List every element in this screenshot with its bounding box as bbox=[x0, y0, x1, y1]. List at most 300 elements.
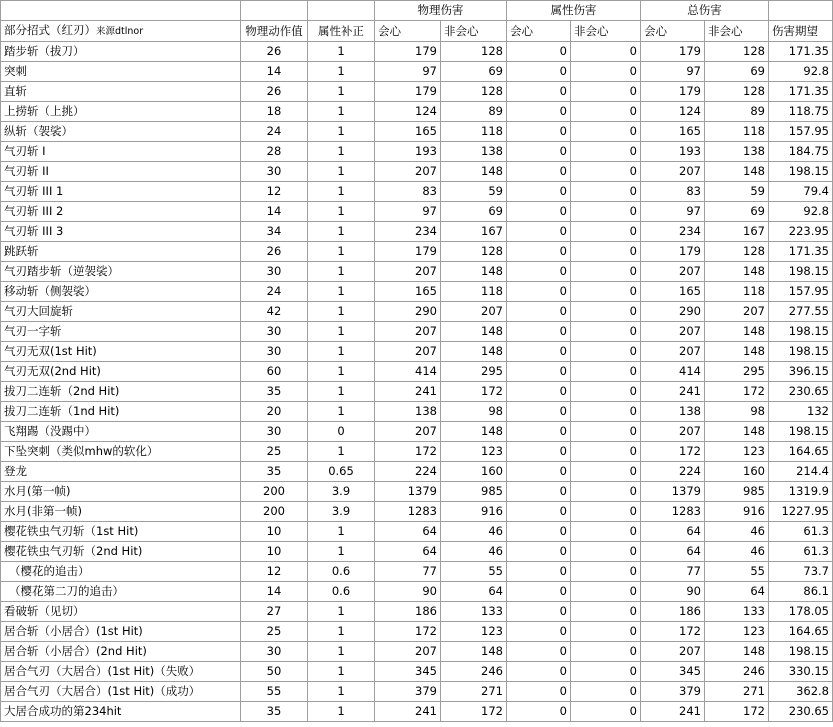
cell-element-crit[interactable]: 0 bbox=[507, 702, 571, 722]
cell-move-name[interactable]: 居合斩（小居合）(1st Hit) bbox=[1, 622, 241, 642]
cell-total-crit[interactable]: 124 bbox=[641, 102, 705, 122]
cell-move-name[interactable]: 拔刀二连斩（1nd Hit) bbox=[1, 402, 241, 422]
cell-total-noncrit[interactable]: 123 bbox=[705, 442, 769, 462]
cell-physical-mv[interactable]: 30 bbox=[241, 322, 308, 342]
cell-element-noncrit[interactable]: 0 bbox=[571, 82, 641, 102]
cell-expected-damage[interactable]: 157.95 bbox=[769, 282, 833, 302]
cell-physical-noncrit[interactable]: 69 bbox=[441, 62, 507, 82]
cell-element-noncrit[interactable]: 0 bbox=[571, 502, 641, 522]
cell-total-crit[interactable]: 207 bbox=[641, 262, 705, 282]
cell-element-noncrit[interactable]: 0 bbox=[571, 182, 641, 202]
cell-total-crit[interactable]: 64 bbox=[641, 542, 705, 562]
cell-expected-damage[interactable]: 73.7 bbox=[769, 562, 833, 582]
cell-expected-damage[interactable]: 277.55 bbox=[769, 302, 833, 322]
cell-element-crit[interactable]: 0 bbox=[507, 282, 571, 302]
cell-physical-mv[interactable]: 200 bbox=[241, 482, 308, 502]
cell-element-crit[interactable]: 0 bbox=[507, 402, 571, 422]
cell-element-crit[interactable]: 0 bbox=[507, 682, 571, 702]
cell-total-crit[interactable]: 97 bbox=[641, 202, 705, 222]
cell-element-modifier[interactable]: 0.6 bbox=[308, 562, 375, 582]
cell-physical-noncrit[interactable]: 123 bbox=[441, 442, 507, 462]
cell-expected-damage[interactable]: 171.35 bbox=[769, 42, 833, 62]
cell-physical-mv[interactable]: 14 bbox=[241, 582, 308, 602]
cell-element-crit[interactable]: 0 bbox=[507, 202, 571, 222]
cell-element-modifier[interactable]: 1 bbox=[308, 622, 375, 642]
cell-physical-noncrit[interactable]: 118 bbox=[441, 122, 507, 142]
cell-physical-noncrit[interactable]: 133 bbox=[441, 602, 507, 622]
cell-element-modifier[interactable]: 0 bbox=[308, 422, 375, 442]
cell-physical-mv[interactable]: 30 bbox=[241, 642, 308, 662]
cell-expected-damage[interactable]: 86.1 bbox=[769, 582, 833, 602]
cell-element-modifier[interactable]: 1 bbox=[308, 702, 375, 722]
cell-expected-damage[interactable]: 157.95 bbox=[769, 122, 833, 142]
cell-total-noncrit[interactable]: 167 bbox=[705, 222, 769, 242]
cell-physical-crit[interactable]: 234 bbox=[375, 222, 441, 242]
cell-physical-mv[interactable]: 200 bbox=[241, 502, 308, 522]
cell-physical-crit[interactable]: 179 bbox=[375, 82, 441, 102]
cell-physical-crit[interactable]: 138 bbox=[375, 402, 441, 422]
cell-move-name[interactable]: 踏步斩（拔刀） bbox=[1, 42, 241, 62]
cell-element-noncrit[interactable]: 0 bbox=[571, 642, 641, 662]
cell-move-name[interactable]: 纵斩（袈裟） bbox=[1, 122, 241, 142]
cell-element-crit[interactable]: 0 bbox=[507, 382, 571, 402]
group-total-damage[interactable]: 总伤害 bbox=[641, 1, 769, 21]
cell-element-crit[interactable]: 0 bbox=[507, 662, 571, 682]
cell-element-noncrit[interactable]: 0 bbox=[571, 582, 641, 602]
cell-element-crit[interactable]: 0 bbox=[507, 622, 571, 642]
cell-total-crit[interactable]: 172 bbox=[641, 442, 705, 462]
cell-physical-noncrit[interactable]: 64 bbox=[441, 582, 507, 602]
cell-move-name[interactable]: 跳跃斩 bbox=[1, 242, 241, 262]
cell-element-crit[interactable]: 0 bbox=[507, 562, 571, 582]
cell-physical-mv[interactable]: 20 bbox=[241, 402, 308, 422]
cell-total-crit[interactable]: 207 bbox=[641, 322, 705, 342]
cell-physical-crit[interactable]: 64 bbox=[375, 542, 441, 562]
cell-expected-damage[interactable]: 171.35 bbox=[769, 242, 833, 262]
cell-total-noncrit[interactable]: 271 bbox=[705, 682, 769, 702]
cell-total-noncrit[interactable]: 148 bbox=[705, 322, 769, 342]
cell-total-noncrit[interactable]: 89 bbox=[705, 102, 769, 122]
cell-move-name[interactable]: （樱花第二刀的追击） bbox=[1, 582, 241, 602]
cell-element-noncrit[interactable]: 0 bbox=[571, 622, 641, 642]
cell-physical-noncrit[interactable]: 148 bbox=[441, 422, 507, 442]
cell-physical-crit[interactable]: 345 bbox=[375, 662, 441, 682]
cell-physical-noncrit[interactable]: 98 bbox=[441, 402, 507, 422]
cell-move-name[interactable]: 看破斩（见切） bbox=[1, 602, 241, 622]
cell-element-modifier[interactable]: 1 bbox=[308, 362, 375, 382]
cell-element-noncrit[interactable]: 0 bbox=[571, 482, 641, 502]
cell-physical-crit[interactable]: 207 bbox=[375, 322, 441, 342]
cell-expected-damage[interactable]: 118.75 bbox=[769, 102, 833, 122]
cell-element-noncrit[interactable]: 0 bbox=[571, 562, 641, 582]
cell-total-noncrit[interactable]: 160 bbox=[705, 462, 769, 482]
cell-physical-crit[interactable]: 90 bbox=[375, 582, 441, 602]
cell-total-noncrit[interactable]: 207 bbox=[705, 302, 769, 322]
cell-physical-noncrit[interactable]: 246 bbox=[441, 662, 507, 682]
cell-total-noncrit[interactable]: 69 bbox=[705, 62, 769, 82]
cell-total-crit[interactable]: 234 bbox=[641, 222, 705, 242]
cell-element-noncrit[interactable]: 0 bbox=[571, 242, 641, 262]
cell-physical-noncrit[interactable]: 118 bbox=[441, 282, 507, 302]
header-expected-damage[interactable]: 伤害期望 bbox=[769, 21, 833, 42]
cell-element-modifier[interactable]: 1 bbox=[308, 442, 375, 462]
cell-element-noncrit[interactable]: 0 bbox=[571, 682, 641, 702]
cell-physical-mv[interactable]: 25 bbox=[241, 442, 308, 462]
cell-move-name[interactable]: 樱花铁虫气刃斩（2nd Hit) bbox=[1, 542, 241, 562]
cell-total-noncrit[interactable]: 133 bbox=[705, 602, 769, 622]
cell-physical-noncrit[interactable]: 46 bbox=[441, 522, 507, 542]
cell-physical-mv[interactable]: 24 bbox=[241, 122, 308, 142]
cell-element-modifier[interactable]: 1 bbox=[308, 142, 375, 162]
cell-element-modifier[interactable]: 1 bbox=[308, 542, 375, 562]
cell-element-noncrit[interactable]: 0 bbox=[571, 402, 641, 422]
cell-physical-crit[interactable]: 97 bbox=[375, 62, 441, 82]
cell-element-modifier[interactable]: 1 bbox=[308, 382, 375, 402]
cell-move-name[interactable]: 下坠突刺（类似mhw的软化） bbox=[1, 442, 241, 462]
cell-physical-noncrit[interactable]: 89 bbox=[441, 102, 507, 122]
cell-physical-noncrit[interactable]: 172 bbox=[441, 382, 507, 402]
cell-expected-damage[interactable]: 1319.9 bbox=[769, 482, 833, 502]
cell-physical-crit[interactable]: 172 bbox=[375, 622, 441, 642]
cell-element-modifier[interactable]: 0.6 bbox=[308, 582, 375, 602]
cell-element-modifier[interactable]: 1 bbox=[308, 522, 375, 542]
header-element-crit[interactable]: 会心 bbox=[507, 21, 571, 42]
cell-expected-damage[interactable]: 330.15 bbox=[769, 662, 833, 682]
cell-expected-damage[interactable]: 132 bbox=[769, 402, 833, 422]
cell-total-crit[interactable]: 207 bbox=[641, 342, 705, 362]
cell-element-noncrit[interactable]: 0 bbox=[571, 142, 641, 162]
cell-physical-mv[interactable]: 18 bbox=[241, 102, 308, 122]
cell-physical-noncrit[interactable]: 916 bbox=[441, 502, 507, 522]
cell-physical-crit[interactable]: 414 bbox=[375, 362, 441, 382]
cell-total-crit[interactable]: 186 bbox=[641, 602, 705, 622]
cell-element-crit[interactable]: 0 bbox=[507, 522, 571, 542]
cell-expected-damage[interactable]: 1227.95 bbox=[769, 502, 833, 522]
cell-element-modifier[interactable]: 1 bbox=[308, 262, 375, 282]
cell-physical-noncrit[interactable]: 128 bbox=[441, 82, 507, 102]
cell-physical-crit[interactable]: 379 bbox=[375, 682, 441, 702]
cell-element-noncrit[interactable]: 0 bbox=[571, 522, 641, 542]
cell-physical-mv[interactable]: 26 bbox=[241, 242, 308, 262]
cell-physical-crit[interactable]: 172 bbox=[375, 442, 441, 462]
cell-move-name[interactable]: 移动斩（侧袈裟） bbox=[1, 282, 241, 302]
cell-physical-mv[interactable]: 50 bbox=[241, 662, 308, 682]
cell-element-noncrit[interactable]: 0 bbox=[571, 222, 641, 242]
cell-physical-mv[interactable]: 10 bbox=[241, 522, 308, 542]
cell-physical-crit[interactable]: 207 bbox=[375, 262, 441, 282]
cell-total-noncrit[interactable]: 69 bbox=[705, 202, 769, 222]
cell-physical-crit[interactable]: 1283 bbox=[375, 502, 441, 522]
cell-total-noncrit[interactable]: 985 bbox=[705, 482, 769, 502]
cell-total-noncrit[interactable]: 295 bbox=[705, 362, 769, 382]
cell-total-noncrit[interactable]: 118 bbox=[705, 122, 769, 142]
cell-total-crit[interactable]: 179 bbox=[641, 82, 705, 102]
cell-physical-mv[interactable]: 28 bbox=[241, 142, 308, 162]
cell-total-noncrit[interactable]: 123 bbox=[705, 622, 769, 642]
cell-move-name[interactable]: 突刺 bbox=[1, 62, 241, 82]
cell-element-modifier[interactable]: 1 bbox=[308, 682, 375, 702]
cell-total-crit[interactable]: 172 bbox=[641, 622, 705, 642]
cell-total-crit[interactable]: 165 bbox=[641, 282, 705, 302]
cell-element-crit[interactable]: 0 bbox=[507, 502, 571, 522]
cell-move-name[interactable]: 气刃斩 II bbox=[1, 162, 241, 182]
cell-element-modifier[interactable]: 1 bbox=[308, 162, 375, 182]
cell-expected-damage[interactable]: 396.15 bbox=[769, 362, 833, 382]
cell-expected-damage[interactable]: 92.8 bbox=[769, 202, 833, 222]
cell-physical-noncrit[interactable]: 128 bbox=[441, 242, 507, 262]
cell-total-crit[interactable]: 1379 bbox=[641, 482, 705, 502]
cell-expected-damage[interactable]: 230.65 bbox=[769, 702, 833, 722]
cell-physical-noncrit[interactable]: 148 bbox=[441, 262, 507, 282]
cell-element-noncrit[interactable]: 0 bbox=[571, 202, 641, 222]
cell-total-noncrit[interactable]: 46 bbox=[705, 522, 769, 542]
cell-element-crit[interactable]: 0 bbox=[507, 222, 571, 242]
cell-element-modifier[interactable]: 1 bbox=[308, 202, 375, 222]
cell-physical-crit[interactable]: 165 bbox=[375, 282, 441, 302]
cell-physical-crit[interactable]: 1379 bbox=[375, 482, 441, 502]
cell-element-noncrit[interactable]: 0 bbox=[571, 282, 641, 302]
cell-element-modifier[interactable]: 3.9 bbox=[308, 502, 375, 522]
cell-physical-crit[interactable]: 179 bbox=[375, 242, 441, 262]
cell-expected-damage[interactable]: 223.95 bbox=[769, 222, 833, 242]
cell-element-noncrit[interactable]: 0 bbox=[571, 42, 641, 62]
cell-physical-noncrit[interactable]: 55 bbox=[441, 562, 507, 582]
cell-element-crit[interactable]: 0 bbox=[507, 462, 571, 482]
cell-element-noncrit[interactable]: 0 bbox=[571, 342, 641, 362]
cell-element-crit[interactable]: 0 bbox=[507, 262, 571, 282]
cell-element-crit[interactable]: 0 bbox=[507, 302, 571, 322]
cell-expected-damage[interactable]: 92.8 bbox=[769, 62, 833, 82]
cell-physical-mv[interactable]: 27 bbox=[241, 602, 308, 622]
cell-move-name[interactable]: 水月(第一帧) bbox=[1, 482, 241, 502]
cell-element-modifier[interactable]: 1 bbox=[308, 62, 375, 82]
cell-physical-crit[interactable]: 77 bbox=[375, 562, 441, 582]
cell-physical-crit[interactable]: 193 bbox=[375, 142, 441, 162]
cell-physical-crit[interactable]: 207 bbox=[375, 422, 441, 442]
cell-physical-crit[interactable]: 179 bbox=[375, 42, 441, 62]
cell-physical-noncrit[interactable]: 148 bbox=[441, 342, 507, 362]
cell-total-crit[interactable]: 241 bbox=[641, 382, 705, 402]
cell-total-noncrit[interactable]: 98 bbox=[705, 402, 769, 422]
header-move-name[interactable] bbox=[1, 21, 241, 42]
cell-element-crit[interactable]: 0 bbox=[507, 542, 571, 562]
cell-move-name[interactable]: 气刃一字斩 bbox=[1, 322, 241, 342]
cell-element-crit[interactable]: 0 bbox=[507, 602, 571, 622]
cell-move-name[interactable]: 居合斩（小居合）(2nd Hit) bbox=[1, 642, 241, 662]
cell-physical-crit[interactable]: 241 bbox=[375, 382, 441, 402]
cell-move-name[interactable]: 居合气刃（大居合）(1st Hit)（失败） bbox=[1, 662, 241, 682]
cell-element-modifier[interactable]: 1 bbox=[308, 102, 375, 122]
cell-total-crit[interactable]: 224 bbox=[641, 462, 705, 482]
cell-physical-mv[interactable]: 30 bbox=[241, 422, 308, 442]
cell-total-crit[interactable]: 83 bbox=[641, 182, 705, 202]
cell-element-crit[interactable]: 0 bbox=[507, 442, 571, 462]
cell-element-noncrit[interactable]: 0 bbox=[571, 702, 641, 722]
cell-expected-damage[interactable]: 164.65 bbox=[769, 442, 833, 462]
header-total-noncrit[interactable]: 非会心 bbox=[705, 21, 769, 42]
cell-total-crit[interactable]: 207 bbox=[641, 642, 705, 662]
cell-total-crit[interactable]: 179 bbox=[641, 242, 705, 262]
cell-element-crit[interactable]: 0 bbox=[507, 342, 571, 362]
cell-element-crit[interactable]: 0 bbox=[507, 362, 571, 382]
cell-empty[interactable] bbox=[241, 1, 308, 21]
cell-physical-crit[interactable]: 165 bbox=[375, 122, 441, 142]
cell-total-crit[interactable]: 345 bbox=[641, 662, 705, 682]
cell-element-modifier[interactable]: 1 bbox=[308, 602, 375, 622]
header-element-modifier[interactable]: 属性补正 bbox=[308, 21, 375, 42]
cell-total-crit[interactable]: 379 bbox=[641, 682, 705, 702]
cell-physical-noncrit[interactable]: 59 bbox=[441, 182, 507, 202]
cell-total-crit[interactable]: 414 bbox=[641, 362, 705, 382]
cell-element-crit[interactable]: 0 bbox=[507, 322, 571, 342]
cell-element-noncrit[interactable]: 0 bbox=[571, 362, 641, 382]
cell-physical-mv[interactable]: 30 bbox=[241, 162, 308, 182]
cell-expected-damage[interactable]: 61.3 bbox=[769, 522, 833, 542]
cell-physical-crit[interactable]: 83 bbox=[375, 182, 441, 202]
cell-element-crit[interactable]: 0 bbox=[507, 642, 571, 662]
cell-element-modifier[interactable]: 1 bbox=[308, 242, 375, 262]
cell-empty[interactable] bbox=[1, 1, 241, 21]
cell-physical-mv[interactable]: 12 bbox=[241, 182, 308, 202]
cell-physical-crit[interactable]: 207 bbox=[375, 642, 441, 662]
cell-physical-noncrit[interactable]: 46 bbox=[441, 542, 507, 562]
cell-physical-noncrit[interactable]: 160 bbox=[441, 462, 507, 482]
cell-physical-mv[interactable]: 12 bbox=[241, 562, 308, 582]
cell-total-noncrit[interactable]: 128 bbox=[705, 42, 769, 62]
cell-total-crit[interactable]: 1283 bbox=[641, 502, 705, 522]
cell-total-noncrit[interactable]: 118 bbox=[705, 282, 769, 302]
cell-element-crit[interactable]: 0 bbox=[507, 162, 571, 182]
cell-total-crit[interactable]: 97 bbox=[641, 62, 705, 82]
cell-total-noncrit[interactable]: 128 bbox=[705, 82, 769, 102]
cell-move-name[interactable]: 气刃斩 I bbox=[1, 142, 241, 162]
cell-physical-mv[interactable]: 26 bbox=[241, 42, 308, 62]
cell-total-noncrit[interactable]: 148 bbox=[705, 342, 769, 362]
cell-element-noncrit[interactable]: 0 bbox=[571, 602, 641, 622]
cell-element-crit[interactable]: 0 bbox=[507, 422, 571, 442]
cell-expected-damage[interactable]: 198.15 bbox=[769, 262, 833, 282]
cell-move-name[interactable]: （樱花的追击） bbox=[1, 562, 241, 582]
cell-physical-noncrit[interactable]: 128 bbox=[441, 42, 507, 62]
cell-element-noncrit[interactable]: 0 bbox=[571, 442, 641, 462]
cell-physical-crit[interactable]: 97 bbox=[375, 202, 441, 222]
cell-total-noncrit[interactable]: 148 bbox=[705, 162, 769, 182]
cell-move-name[interactable]: 气刃斩 III 3 bbox=[1, 222, 241, 242]
cell-move-name[interactable]: 直斩 bbox=[1, 82, 241, 102]
cell-physical-mv[interactable]: 30 bbox=[241, 262, 308, 282]
cell-move-name[interactable]: 大居合成功的第234hit bbox=[1, 702, 241, 722]
cell-element-noncrit[interactable]: 0 bbox=[571, 102, 641, 122]
cell-move-name[interactable]: 气刃斩 III 1 bbox=[1, 182, 241, 202]
cell-physical-noncrit[interactable]: 207 bbox=[441, 302, 507, 322]
cell-element-crit[interactable]: 0 bbox=[507, 82, 571, 102]
cell-move-name[interactable]: 飞翔踢（没踢中） bbox=[1, 422, 241, 442]
cell-element-noncrit[interactable]: 0 bbox=[571, 322, 641, 342]
cell-physical-mv[interactable]: 26 bbox=[241, 82, 308, 102]
cell-physical-mv[interactable]: 42 bbox=[241, 302, 308, 322]
cell-physical-crit[interactable]: 224 bbox=[375, 462, 441, 482]
cell-element-noncrit[interactable]: 0 bbox=[571, 542, 641, 562]
cell-element-noncrit[interactable]: 0 bbox=[571, 262, 641, 282]
cell-move-name[interactable]: 气刃无双(2nd Hit) bbox=[1, 362, 241, 382]
cell-expected-damage[interactable]: 178.05 bbox=[769, 602, 833, 622]
cell-move-name[interactable]: 登龙 bbox=[1, 462, 241, 482]
cell-move-name[interactable]: 气刃大回旋斩 bbox=[1, 302, 241, 322]
cell-element-noncrit[interactable]: 0 bbox=[571, 162, 641, 182]
cell-physical-mv[interactable]: 35 bbox=[241, 382, 308, 402]
cell-element-crit[interactable]: 0 bbox=[507, 582, 571, 602]
cell-expected-damage[interactable]: 79.4 bbox=[769, 182, 833, 202]
cell-physical-noncrit[interactable]: 148 bbox=[441, 642, 507, 662]
header-total-crit[interactable]: 会心 bbox=[641, 21, 705, 42]
cell-physical-noncrit[interactable]: 167 bbox=[441, 222, 507, 242]
cell-element-crit[interactable]: 0 bbox=[507, 62, 571, 82]
cell-element-crit[interactable]: 0 bbox=[507, 242, 571, 262]
cell-physical-noncrit[interactable]: 985 bbox=[441, 482, 507, 502]
cell-total-noncrit[interactable]: 172 bbox=[705, 382, 769, 402]
cell-physical-noncrit[interactable]: 295 bbox=[441, 362, 507, 382]
cell-element-modifier[interactable]: 3.9 bbox=[308, 482, 375, 502]
cell-physical-noncrit[interactable]: 148 bbox=[441, 322, 507, 342]
cell-move-name[interactable]: 居合气刃（大居合）(1st Hit)（成功） bbox=[1, 682, 241, 702]
cell-element-crit[interactable]: 0 bbox=[507, 482, 571, 502]
cell-element-noncrit[interactable]: 0 bbox=[571, 422, 641, 442]
cell-element-modifier[interactable]: 1 bbox=[308, 222, 375, 242]
cell-element-noncrit[interactable]: 0 bbox=[571, 382, 641, 402]
cell-total-crit[interactable]: 290 bbox=[641, 302, 705, 322]
cell-element-modifier[interactable]: 1 bbox=[308, 282, 375, 302]
cell-total-crit[interactable]: 77 bbox=[641, 562, 705, 582]
cell-expected-damage[interactable]: 362.8 bbox=[769, 682, 833, 702]
cell-element-modifier[interactable]: 1 bbox=[308, 42, 375, 62]
cell-physical-noncrit[interactable]: 123 bbox=[441, 622, 507, 642]
cell-element-crit[interactable]: 0 bbox=[507, 122, 571, 142]
cell-physical-mv[interactable]: 14 bbox=[241, 62, 308, 82]
cell-physical-crit[interactable]: 207 bbox=[375, 342, 441, 362]
cell-physical-noncrit[interactable]: 271 bbox=[441, 682, 507, 702]
cell-total-crit[interactable]: 64 bbox=[641, 522, 705, 542]
cell-move-name[interactable]: 气刃斩 III 2 bbox=[1, 202, 241, 222]
cell-physical-mv[interactable]: 35 bbox=[241, 462, 308, 482]
cell-total-crit[interactable]: 207 bbox=[641, 162, 705, 182]
cell-total-crit[interactable]: 90 bbox=[641, 582, 705, 602]
cell-total-crit[interactable]: 193 bbox=[641, 142, 705, 162]
cell-expected-damage[interactable]: 171.35 bbox=[769, 82, 833, 102]
cell-element-crit[interactable]: 0 bbox=[507, 142, 571, 162]
cell-element-modifier[interactable]: 1 bbox=[308, 342, 375, 362]
cell-physical-mv[interactable]: 24 bbox=[241, 282, 308, 302]
cell-physical-noncrit[interactable]: 138 bbox=[441, 142, 507, 162]
cell-physical-mv[interactable]: 10 bbox=[241, 542, 308, 562]
cell-element-modifier[interactable]: 1 bbox=[308, 122, 375, 142]
cell-total-noncrit[interactable]: 138 bbox=[705, 142, 769, 162]
cell-element-noncrit[interactable]: 0 bbox=[571, 62, 641, 82]
cell-expected-damage[interactable]: 230.65 bbox=[769, 382, 833, 402]
cell-total-noncrit[interactable]: 148 bbox=[705, 642, 769, 662]
cell-element-modifier[interactable]: 1 bbox=[308, 302, 375, 322]
cell-element-noncrit[interactable]: 0 bbox=[571, 302, 641, 322]
cell-expected-damage[interactable]: 198.15 bbox=[769, 642, 833, 662]
group-element-damage[interactable]: 属性伤害 bbox=[507, 1, 641, 21]
cell-total-noncrit[interactable]: 246 bbox=[705, 662, 769, 682]
cell-element-noncrit[interactable]: 0 bbox=[571, 122, 641, 142]
cell-total-noncrit[interactable]: 46 bbox=[705, 542, 769, 562]
cell-physical-crit[interactable]: 241 bbox=[375, 702, 441, 722]
cell-expected-damage[interactable]: 164.65 bbox=[769, 622, 833, 642]
cell-expected-damage[interactable]: 198.15 bbox=[769, 322, 833, 342]
cell-total-crit[interactable]: 179 bbox=[641, 42, 705, 62]
cell-expected-damage[interactable]: 214.4 bbox=[769, 462, 833, 482]
